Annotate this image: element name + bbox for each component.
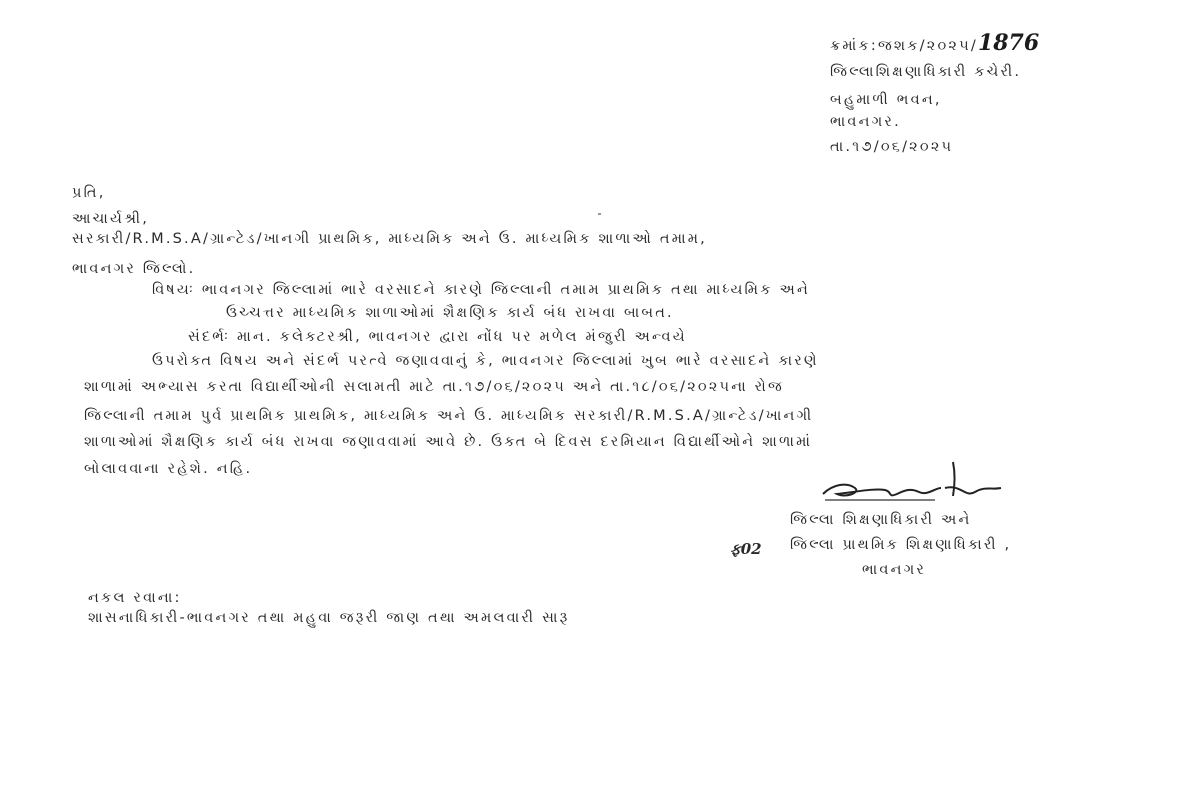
office-name: જિલ્લાશિક્ષણાધિકારી કચેરી. — [830, 64, 1022, 80]
body-line-1: ઉપરોક્ત વિષય અને સંદર્ભ પરત્વે જણાવવાનું કે, ભાવનગર જિલ્લામાં ખુબ ભારે વરસાદને કારણે — [152, 353, 819, 369]
reference-number — [830, 30, 1040, 56]
signatory-line-3: ભાવનગર — [862, 562, 927, 578]
signatory-line-1: જિલ્લા શિક્ષણાધિકારી અને — [790, 512, 972, 528]
body-line-2: શાળામાં અભ્યાસ કરતા વિદ્યાર્થીઓની સલામતી માટે તા.૧૭/૦૬/૨૦૨૫ અને તા.૧૮/૦૬/૨૦૨૫ના રોજ — [84, 379, 784, 395]
subject-line-1: વિષયઃ ભાવનગર જિલ્લામાં ભારે વરસાદને કારણે જિલ્લાની તમામ પ્રાથમિક તથા માધ્યમિક અને — [152, 282, 810, 298]
body-line-4: શાળાઓમાં શૈક્ષણિક કાર્ય બંધ રાખવા જણાવવામાં આવે છે. ઉક્ત બે દિવસ દરમિયાન વિદ્યાર્થીઓને શાળામાં — [84, 434, 813, 450]
recipient-title: આચાર્યશ્રી, — [72, 211, 150, 227]
salutation: પ્રતિ, — [72, 185, 106, 201]
handwritten-reference-number: 1876 — [977, 30, 1040, 56]
copy-label: નકલ રવાના: — [88, 590, 182, 606]
signatory-line-2: જિલ્લા પ્રાથમિક શિક્ષણાધિકારી , — [790, 537, 1012, 553]
reference-line: સંદર્ભઃ માન. કલેક્ટરશ્રી, ભાવનગર દ્વારા નોંધ પર મળેલ મંજુરી અન્વયે — [188, 329, 687, 345]
signature-image — [815, 458, 1015, 508]
recipient-district: ભાવનગર જિલ્લો. — [72, 261, 196, 277]
recipient-schools: સરકારી/R.M.S.A/ગ્રાન્ટેડ/ખાનગી પ્રાથમિક, માધ્યમિક અને ઉ. માધ્યમિક શાળાઓ તમામ, — [72, 231, 707, 247]
scan-speck — [598, 213, 601, 215]
letter-date: તા.૧૭/૦૬/૨૦૨૫ — [830, 139, 954, 155]
building-name: બહુમાળી ભવન, — [830, 92, 942, 108]
subject-line-2: ઉચ્ચત્તર માધ્યમિક શાળાઓમાં શૈક્ષણિક કાર્ય બંધ રાખવા બાબત. — [226, 305, 674, 321]
handwritten-initial: ફ02 — [730, 540, 762, 558]
copy-recipients: શાસનાધિકારી-ભાવનગર તથા મહુવા જરૂરી જાણ તથા અમલવારી સારૂ — [88, 610, 570, 626]
body-line-3: જિલ્લાની તમામ પુર્વ પ્રાથમિક પ્રાથમિક, માધ્યમિક અને ઉ. માધ્યમિક સરકારી/R.M.S.A/ગ્રાન્ટેડ/ખાનગી — [84, 408, 814, 424]
city-name: ભાવનગર. — [830, 114, 901, 130]
reference-prefix: ક્રમાંક:જશક/૨૦૨૫/ — [830, 38, 978, 54]
body-line-5: બોલાવવાના રહેશે. નહિ. — [84, 461, 253, 477]
